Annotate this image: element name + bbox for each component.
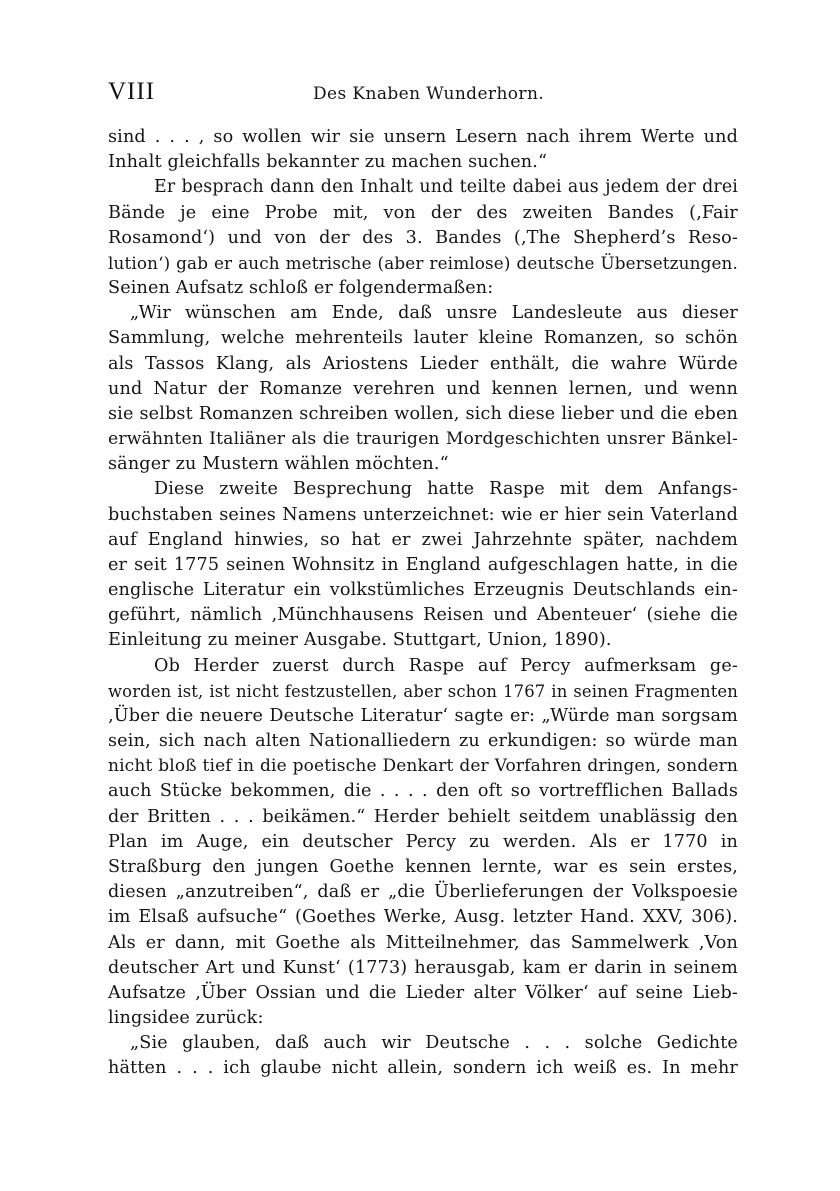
text-line: Bände je eine Probe mit, von der des zweiten Bandes (‚Fair [108, 202, 738, 223]
text-line: erwähnten Italiäner als die traurigen Mordgeschichten unsrer Bänkel- [108, 429, 738, 450]
text-line: er seit 1775 seinen Wohnsitz in England aufgeschlagen hatte, in die [108, 554, 738, 575]
text-line: im Elsaß aufsuche“ (Goethes Werke, Ausg. letzter Hand. XXV, 306). [108, 907, 738, 928]
text-line: sein, sich nach alten Nationalliedern zu erkundigen: so würde man [108, 731, 738, 752]
text-line: der Britten . . . beikämen.“ Herder behielt seitdem unablässig den [108, 806, 738, 827]
text-line: buchstaben seines Namens unterzeichnet: wie er hier sein Vaterland [108, 504, 738, 525]
text-line: sie selbst Romanzen schreiben wollen, sich diese lieber und die eben [108, 403, 738, 424]
text-line: diesen „anzutreiben“, daß er „die Überlieferungen der Volkspoesie [108, 882, 738, 903]
text-line: Sammlung, welche mehrenteils lauter kleine Romanzen, so schön [108, 328, 738, 349]
text-line: Straßburg den jungen Goethe kennen lernte, war es sein erstes, [108, 856, 738, 877]
body-text [108, 125, 738, 1082]
text-line: und Natur der Romanze verehren und kennen lernen, und wenn [108, 378, 738, 399]
running-title: Des Knaben Wunderhorn. [313, 84, 545, 104]
text-line: Aufsatze ‚Über Ossian und die Lieder alter Völker‘ auf seine Lieb- [108, 982, 738, 1003]
text-line: „Sie glauben, daß auch wir Deutsche . . . solche Gedichte [130, 1033, 738, 1054]
text-line: als Tassos Klang, als Ariostens Lieder enthält, die wahre Würde [108, 353, 738, 374]
text-line: worden ist, ist nicht festzustellen, aber schon 1767 in seinen Fragmenten [108, 681, 738, 701]
text-line: Inhalt gleichfalls bekannter zu machen suchen.“ [108, 152, 548, 173]
text-line: Diese zweite Besprechung hatte Raspe mit dem Anfangs- [154, 479, 738, 500]
text-line: Rosamond‘) und von der des 3. Bandes (‚The Shepherd’s Reso- [108, 227, 738, 248]
text-line: lingsidee zurück: [108, 1008, 264, 1029]
text-line: auch Stücke bekommen, die . . . . den oft so vortrefflichen Ballads [108, 781, 738, 802]
text-line: Als er dann, mit Goethe als Mitteilnehmer, das Sammelwerk ‚Von [108, 932, 738, 953]
text-line: Ob Herder zuerst durch Raspe auf Percy aufmerksam ge- [154, 655, 738, 676]
text-line: Seinen Aufsatz schloß er folgendermaßen: [108, 278, 494, 299]
text-line: lution‘) gab er auch metrische (aber reimlose) deutsche Übersetzungen. [108, 252, 738, 273]
page-number: VIII [108, 78, 156, 105]
text-line: deutscher Art und Kunst‘ (1773) herausgab, kam er darin in seinem [108, 957, 738, 978]
text-line: sind . . . , so wollen wir sie unsern Lesern nach ihrem Werte und [108, 127, 738, 147]
text-line: auf England hinwies, so hat er zwei Jahrzehnte später, nachdem [108, 529, 738, 550]
text-line: nicht bloß tief in die poetische Denkart der Vorfahren dringen, sondern [108, 756, 738, 777]
text-line: hätten . . . ich glaube nicht allein, sondern ich weiß es. In mehr [108, 1058, 738, 1079]
text-line: englische Literatur ein volkstümliches Erzeugnis Deutschlands ein- [108, 580, 738, 601]
text-line: Er besprach dann den Inhalt und teilte dabei aus jedem der drei [154, 177, 738, 198]
text-line: ‚Über die neuere Deutsche Literatur‘ sagte er: „Würde man sorgsam [108, 705, 738, 726]
text-line: Plan im Auge, ein deutscher Percy zu werden. Als er 1770 in [108, 831, 738, 852]
text-line: Einleitung zu meiner Ausgabe. Stuttgart, Union, 1890). [108, 630, 612, 651]
page-header [108, 78, 738, 112]
text-line: „Wir wünschen am Ende, daß unsre Landesleute aus dieser [130, 303, 738, 324]
text-line: geführt, nämlich ‚Münchhausens Reisen und Abenteuer‘ (siehe die [108, 605, 738, 626]
text-line: sänger zu Mustern wählen möchten.“ [108, 454, 449, 475]
